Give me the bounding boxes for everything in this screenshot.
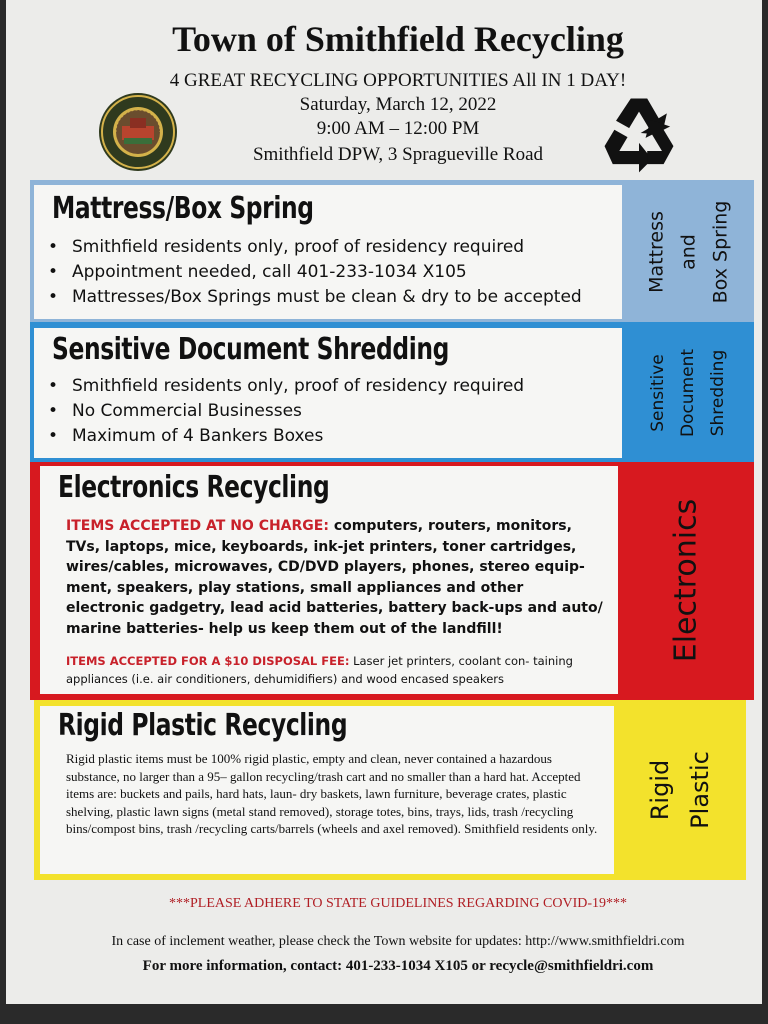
flyer-subtitle: 4 GREAT RECYCLING OPPORTUNITIES All IN 1 DAY!: [169, 70, 627, 91]
free-label: ITEMS ACCEPTED AT NO CHARGE:: [66, 518, 329, 534]
electronics-heading: Electronics Recycling: [58, 470, 330, 505]
list-item: • No Commercial Businesses: [44, 399, 524, 424]
list-item: • Maximum of 4 Bankers Boxes: [44, 424, 524, 449]
event-location: Smithfield DPW, 3 Spragueville Road: [252, 144, 544, 165]
weather-notice: In case of inclement weather, please check the Town website for updates: http://www.smithfieldri.com: [111, 934, 685, 949]
side-label-line: Plastic: [686, 751, 714, 829]
list-item: • Mattresses/Box Springs must be clean & dry to be accepted: [44, 285, 582, 310]
list-item: • Smithfield residents only, proof of residency required: [44, 235, 582, 260]
side-label-line: Document: [677, 348, 698, 438]
side-label-line: Box Spring: [709, 200, 731, 304]
shredding-heading: Sensitive Document Shredding: [52, 332, 450, 367]
side-label-line: Electronics: [668, 498, 704, 662]
plastic-section: [40, 706, 614, 874]
mattress-side-label: [626, 185, 750, 319]
side-label-line: Shredding: [707, 349, 728, 437]
side-label-line: Sensitive: [647, 354, 668, 432]
shredding-bullets: [44, 374, 524, 449]
fee-label: ITEMS ACCEPTED FOR A $10 DISPOSAL FEE:: [66, 654, 350, 668]
electronics-side-label: [622, 466, 750, 694]
contact-info: For more information, contact: 401-233-1034 X105 or recycle@smithfieldri.com: [142, 958, 654, 974]
fee-items-text: Laser jet printers, coolant con- taining appliances (i.e. air conditioners, dehumidifiers) and wood encased speakers: [66, 654, 573, 686]
mattress-section: [34, 185, 622, 319]
covid-notice: ***PLEASE ADHERE TO STATE GUIDELINES REGARDING COVID-19***: [168, 896, 627, 911]
plastic-heading: Rigid Plastic Recycling: [58, 708, 348, 743]
electronics-fee-items: [66, 652, 606, 688]
shredding-side-label: [626, 328, 750, 458]
town-seal-icon: [98, 92, 178, 172]
recycling-flyer: [6, 0, 762, 1004]
event-time: 9:00 AM – 12:00 PM: [316, 118, 480, 139]
mattress-bullets: [44, 235, 582, 310]
free-items-text: computers, routers, monitors, TVs, laptops, mice, keyboards, ink-jet printers, toner cartridges, wires/cables, microwaves, CD/DVD players, phones, stereo equip- ment, speakers, play stations, small appliances and other electronic gadgetry, lead acid batteries, battery back-ups and auto/ marine batteries- help us keep them out of the landfill!: [66, 518, 603, 637]
list-item: • Smithfield residents only, proof of residency required: [44, 374, 524, 399]
side-label-line: Rigid: [646, 759, 674, 821]
electronics-section: [40, 466, 618, 694]
mattress-heading: Mattress/Box Spring: [52, 191, 314, 226]
electronics-free-items: [66, 516, 606, 639]
shredding-section: [34, 328, 622, 458]
plastic-side-label: [618, 706, 742, 874]
event-date: Saturday, March 12, 2022: [299, 94, 497, 115]
recycle-icon: [598, 92, 680, 174]
plastic-text: Rigid plastic items must be 100% rigid plastic, empty and clean, never contained a hazardous substance, no larger than a 95– gallon recycling/trash cart and no smaller than a hard hat. Accepted items are: buckets and pails, hard hats, laun- dry baskets, lawn furniture, beverage crates, plastic shelving, plastic lawn signs (metal stand removed), storage totes, bins, trays, lids, trash /recycling bins/compost bins, trash /recycling carts/barrels (wheels and axel removed). Smithfield residents only.: [66, 751, 598, 836]
side-label-line: Mattress: [645, 211, 667, 293]
flyer-title: Town of Smithfield Recycling: [172, 19, 624, 59]
list-item: • Appointment needed, call 401-233-1034 X105: [44, 260, 582, 285]
side-label-line: and: [677, 234, 699, 270]
